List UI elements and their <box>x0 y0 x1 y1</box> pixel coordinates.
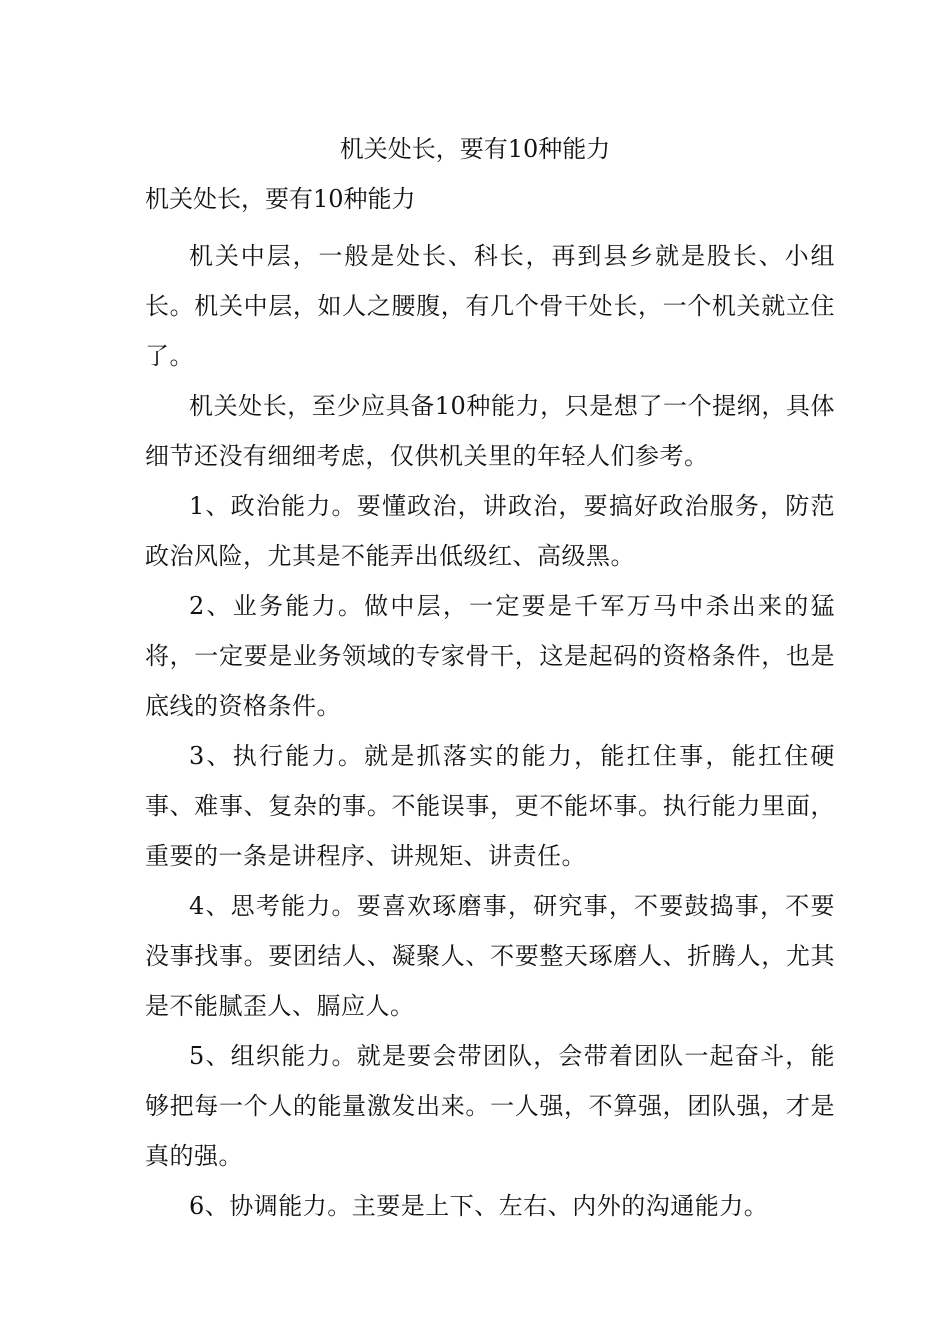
paragraph-thinking-ability: 4、思考能力。要喜欢琢磨事，研究事，不要鼓捣事，不要没事找事。要团结人、凝聚人、不要整天琢磨人、折腾人，尤其是不能腻歪人、膈应人。 <box>145 892 835 1020</box>
document-body <box>145 181 835 1231</box>
paragraph-intro: 机关中层，一般是处长、科长，再到县乡就是股长、小组长。机关中层，如人之腰腹，有几个骨干处长，一个机关就立住了。 <box>145 242 835 370</box>
paragraph-overview: 机关处长，至少应具备10种能力，只是想了一个提纲，具体细节还没有细细考虑，仅供机关里的年轻人们参考。 <box>145 392 835 470</box>
paragraph-coordination-ability: 6、协调能力。主要是上下、左右、内外的沟通能力。 <box>189 1192 769 1220</box>
paragraph-execution-ability: 3、执行能力。就是抓落实的能力，能扛住事，能扛住硬事、难事、复杂的事。不能误事，更不能坏事。执行能力里面，重要的一条是讲程序、讲规矩、讲责任。 <box>145 742 835 870</box>
paragraph-business-ability: 2、业务能力。做中层，一定要是千军万马中杀出来的猛将，一定要是业务领域的专家骨干，这是起码的资格条件，也是底线的资格条件。 <box>145 592 835 720</box>
paragraph-political-ability: 1、政治能力。要懂政治，讲政治，要搞好政治服务，防范政治风险，尤其是不能弄出低级红、高级黑。 <box>145 492 835 570</box>
document-title: 机关处长，要有10种能力 <box>339 135 611 163</box>
paragraph-organization-ability: 5、组织能力。就是要会带团队，会带着团队一起奋斗，能够把每一个人的能量激发出来。一人强，不算强，团队强，才是真的强。 <box>145 1042 835 1170</box>
document-subtitle: 机关处长，要有10种能力 <box>145 185 416 213</box>
